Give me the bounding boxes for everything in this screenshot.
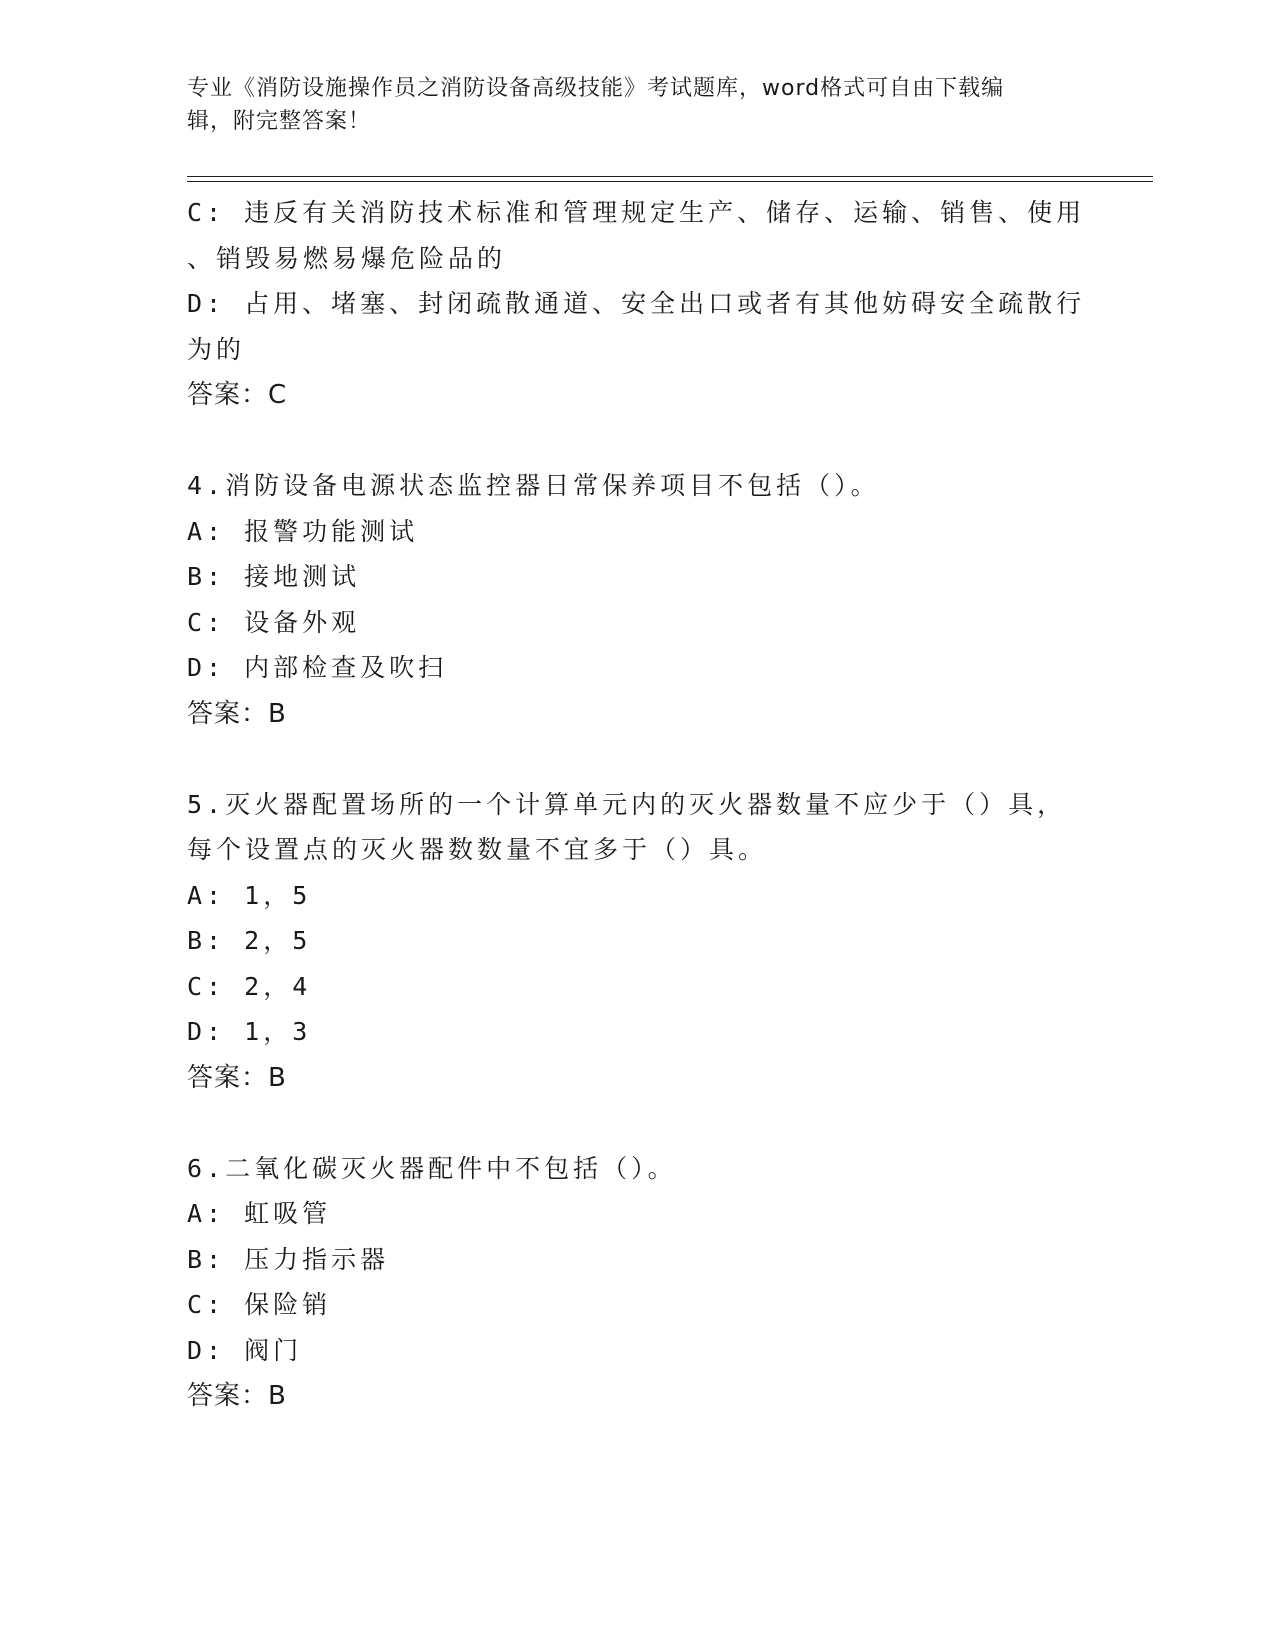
header-line-2: 辑，附完整答案！ (187, 109, 372, 134)
option-b: B: 2，5 (187, 926, 312, 955)
answer: 答案：B (187, 1062, 287, 1093)
option-a: A: 报警功能测试 (187, 516, 419, 546)
option-a: A: 1，5 (187, 880, 312, 910)
question-5 (187, 782, 1087, 1101)
option-d: D: 阀门 (187, 1335, 303, 1365)
spacer (187, 418, 1087, 463)
document-header (187, 72, 1087, 138)
document-body (187, 190, 1087, 1419)
question-4 (187, 463, 1087, 737)
header-divider-top (187, 176, 1153, 177)
option-c: C: 设备外观 (187, 607, 361, 637)
option-d: D: 1，3 (187, 1017, 312, 1046)
option-b: B: 压力指示器 (187, 1244, 390, 1274)
question-text: 6.二氧化碳灭火器配件中不包括（）。 (187, 1153, 677, 1183)
header-line-1: 专业《消防设施操作员之消防设备高级技能》考试题库，word格式可自由下载编 (187, 76, 1005, 101)
answer: 答案：B (187, 1381, 287, 1411)
question-3-tail (187, 190, 1087, 418)
question-text-line-2: 每个设置点的灭火器数数量不宜多于（）具。 (187, 835, 768, 864)
spacer (187, 737, 1087, 782)
option-c: C: 2，4 (187, 971, 312, 1001)
question-text: 4.消防设备电源状态监控器日常保养项目不包括（）。 (187, 471, 880, 500)
header-divider-bottom (187, 181, 1153, 182)
option-c-line-2: 、销毁易燃易爆危险品的 (187, 243, 507, 273)
option-d: D: 内部检查及吹扫 (187, 653, 448, 682)
option-c-line-1: C: 违反有关消防技术标准和管理规定生产、储存、运输、销售、使用 (187, 198, 1086, 227)
option-d-line-1: D: 占用、堵塞、封闭疏散通道、安全出口或者有其他妨碍安全疏散行 (187, 289, 1086, 318)
option-c: C: 保险销 (187, 1290, 332, 1319)
answer: 答案：C (187, 380, 288, 410)
option-b: B: 接地测试 (187, 562, 361, 591)
answer: 答案：B (187, 698, 287, 729)
question-text-line-1: 5.灭火器配置场所的一个计算单元内的灭火器数量不应少于（）具， (187, 789, 1067, 819)
option-a: A: 虹吸管 (187, 1199, 332, 1228)
spacer (187, 1101, 1087, 1146)
question-6 (187, 1146, 1087, 1420)
option-d-line-2: 为的 (187, 334, 246, 364)
